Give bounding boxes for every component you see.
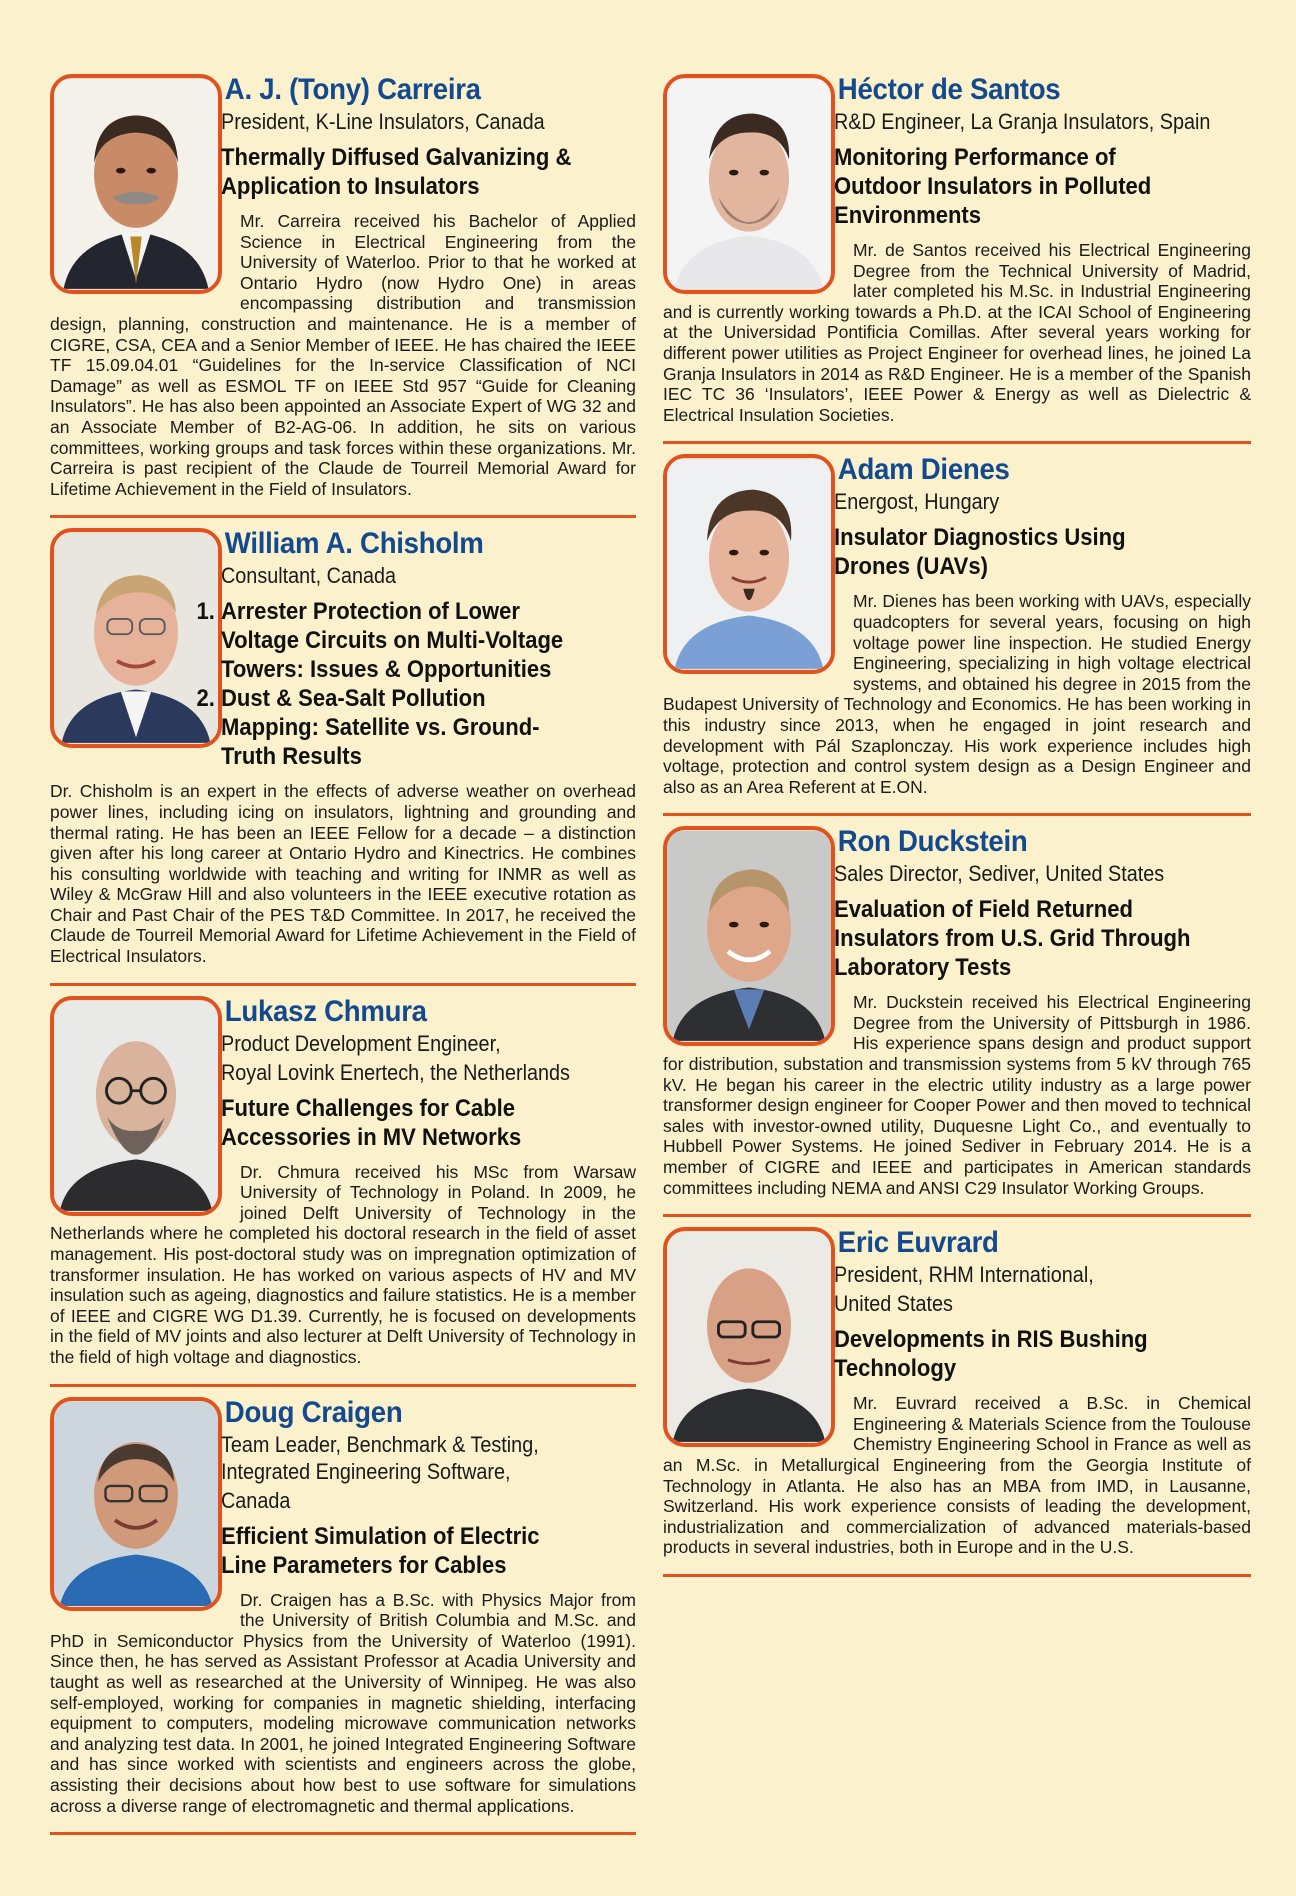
divider bbox=[663, 1574, 1251, 1577]
divider bbox=[663, 813, 1251, 816]
speaker-card bbox=[663, 454, 1251, 805]
talk-title: Future Challenges for Cable Accessories in MV Networks bbox=[221, 1094, 522, 1151]
speaker-name: Doug Craigen bbox=[224, 1395, 403, 1429]
speaker-bio: Mr. Dienes has been working with UAVs, especially quadcopters for several years, focusing on high voltage power line inspection. He studied Energy Engineering, specializing in high voltage electrical systems, and obtained his degree in 2015 from the Budapest University of Technology and Economics. He has been working in this industry since 2013, when he engaged in joint research and development with Pál Szaplonczay. His work experience includes high voltage, protection and control system design as a Design Engineer and also as an Area Referent at E.ON. bbox=[663, 591, 1251, 797]
speaker-affiliation: Canada bbox=[221, 1487, 291, 1513]
speaker-name: Lukasz Chmura bbox=[224, 994, 427, 1028]
speaker-bio: Dr. Chmura received his MSc from Warsaw University of Technology in Poland. In 2009, he joined Delft University of Technology in the Netherlands where he completed his doctoral research in the field of asset management. His post-doctoral study was on impregnation optimization of transformer insulation. He has worked on various aspects of HV and MV insulation such as ageing, diagnostics and failure statistics. He is a member of IEEE and CIGRE WG D1.39. Currently, he is focused on developments in the field of MV joints and also lecturer at Delft University of Technology in the field of high voltage and diagnostics. bbox=[50, 1161, 636, 1367]
speaker-name: A. J. (Tony) Carreira bbox=[224, 73, 481, 106]
speaker-affiliation: R&D Engineer, La Granja Insulators, Spain bbox=[834, 109, 1211, 134]
speaker-bio: Dr. Craigen has a B.Sc. with Physics Major from the University of British Columbia and M.Sc. and PhD in Semiconductor Physics from the University of Waterloo (1991). Since then, he has served as Assistant Professor at Acadia University and taught as well as researched at the University of Winnipeg. He was also self-employed, working for companies in magnetic shielding, interfacing equipment to computers, modeling microwave communication networks and analyzing test data. In 2001, he joined Integrated Engineering Software and has since worked with scientists and engineers across the globe, assisting their decisions about how best to use software for simulations across a diverse range of electromagnetic and thermal applications. bbox=[50, 1589, 636, 1816]
speaker-card bbox=[50, 1397, 636, 1825]
talk-list bbox=[50, 597, 577, 771]
talk-title: 1. Arrester Protection of Lower Voltage Circuits on Multi-Voltage Towers: Issues & Opportunities bbox=[77, 597, 577, 684]
divider bbox=[663, 441, 1251, 444]
speaker-card bbox=[663, 74, 1251, 433]
speaker-affiliation: Team Leader, Benchmark & Testing, bbox=[221, 1431, 539, 1457]
speaker-card bbox=[50, 74, 636, 507]
speaker-card bbox=[50, 996, 636, 1376]
speaker-name: Héctor de Santos bbox=[837, 73, 1061, 106]
speaker-affiliation: United States bbox=[834, 1291, 953, 1317]
speaker-name: Eric Euvrard bbox=[837, 1226, 999, 1260]
speaker-affiliation: President, K-Line Insulators, Canada bbox=[221, 109, 545, 134]
talk-title: Efficient Simulation of Electric Line Parameters for Cables bbox=[221, 1522, 540, 1579]
speaker-affiliation: Integrated Engineering Software, bbox=[221, 1458, 511, 1484]
speaker-bio: Mr. Duckstein received his Electrical Engineering Degree from the University of Pittsburgh in 1986. His experience spans design and product support for distribution, substation and transmission systems from 5 kV through 765 kV. He began his career in the electric utility industry as a large power transformer design engineer for Cooper Power and then moved to technical sales with investor-owned utility, Duquesne Light Co., and eventually to Hubbell Power Systems. He joined Sediver in February 2014. He is a member of CIGRE and IEEE and participates in American standards committees including NEMA and ANSI C29 Insulator Working Groups. bbox=[663, 992, 1251, 1198]
speaker-affiliation: Consultant, Canada bbox=[221, 563, 397, 589]
speaker-affiliation: Energost, Hungary bbox=[834, 489, 1000, 515]
speaker-name: Ron Duckstein bbox=[837, 825, 1028, 859]
divider bbox=[50, 983, 636, 986]
speaker-name: William A. Chisholm bbox=[224, 527, 484, 561]
speaker-affiliation: President, RHM International, bbox=[834, 1262, 1094, 1288]
divider bbox=[50, 1832, 636, 1835]
speaker-bio: Mr. Carreira received his Bachelor of Applied Science in Electrical Engineering from the University of Waterloo. Prior to that he worked at Ontario Hydro (now Hydro One) in areas encompassing distribution and transmission design, planning, construction and maintenance. He is a member of CIGRE, CSA, CEA and a Senior Member of IEEE. He has chaired the IEEE TF 15.09.04.01 “Guidelines for the In-service Classification of NCI Damage” as well as ESMOL TF on IEEE Std 957 “Guide for Cleaning Insulators”. He has also been appointed an Associate Expert of WG 32 and an Associate Member of B2-AG-06. In addition, he sits on various committees, working groups and task forces within these organizations. Mr. Carreira is past recipient of the Claude de Tourreil Memorial Award for Lifetime Achievement in the Field of Insulators. bbox=[50, 211, 636, 499]
speaker-bio: Mr. de Santos received his Electrical Engineering Degree from the Technical University of Madrid, later completed his M.Sc. in Industrial Engineering and is currently working towards a Ph.D. at the ICAI School of Engineering at the Universidad Pontificia Comillas. After several years working for different power utilities as Project Engineer for overhead lines, he joined La Granja Insulators in 2014 as R&D Engineer. He is a member of the Spanish IEC TC 36 ‘Insulators’, IEEE Power & Energy as well as Dielectric & Electrical Insulation Societies. bbox=[663, 240, 1251, 425]
talk-title: Thermally Diffused Galvanizing & Application to Insulators bbox=[221, 144, 572, 200]
speaker-affiliation: Sales Director, Sediver, United States bbox=[834, 861, 1165, 887]
speaker-affiliation: Royal Lovink Enertech, the Netherlands bbox=[221, 1059, 570, 1085]
speaker-card bbox=[663, 1227, 1251, 1566]
divider bbox=[663, 1214, 1251, 1217]
speaker-name: Adam Dienes bbox=[837, 453, 1010, 487]
speaker-card bbox=[50, 528, 636, 974]
speaker-affiliation: Product Development Engineer, bbox=[221, 1030, 501, 1056]
talk-title: Evaluation of Field Returned Insulators from U.S. Grid Through Laboratory Tests bbox=[834, 896, 1191, 982]
talk-title: 2. Dust & Sea-Salt Pollution Mapping: Satellite vs. Ground-Truth Results bbox=[77, 684, 577, 771]
speaker-card bbox=[663, 826, 1251, 1206]
divider bbox=[50, 1384, 636, 1387]
talk-title: Monitoring Performance of Outdoor Insulators in Polluted Environments bbox=[834, 144, 1152, 229]
right-column bbox=[663, 74, 1251, 1587]
talk-title: Insulator Diagnostics Using Drones (UAVs) bbox=[834, 524, 1126, 581]
left-column bbox=[50, 74, 636, 1845]
speaker-bio: Dr. Chisholm is an expert in the effects of adverse weather on overhead power lines, including icing on insulators, lightning and grounding and thermal rating. He has been an IEEE Fellow for a decade – a distinction given after his long career at Ontario Hydro and Kinectrics. He combines his consulting worldwide with teaching and writing for INMR as well as Wiley & McGraw Hill and also volunteers in the IEEE executive rotation as Chair and Past Chair of the PES T&D Committee. In 2017, he received the Claude de Tourreil Memorial Award for Lifetime Achievement in the Field of Electrical Insulators. bbox=[50, 781, 636, 967]
divider bbox=[50, 515, 636, 518]
talk-title: Developments in RIS Bushing Technology bbox=[834, 1326, 1148, 1383]
speaker-bio: Mr. Euvrard received a B.Sc. in Chemical Engineering & Materials Science from the Toulouse Chemistry Engineering School in France as well as an M.Sc. in Metallurgical Engineering from the Georgia Institute of Technology in Atlanta. He also has an MBA from IMD, in Lausanne, Switzerland. His work experience consists of leading the development, industrialization and commercialization of advanced materials-based products in several industries, both in Europe and in the U.S. bbox=[663, 1393, 1251, 1558]
